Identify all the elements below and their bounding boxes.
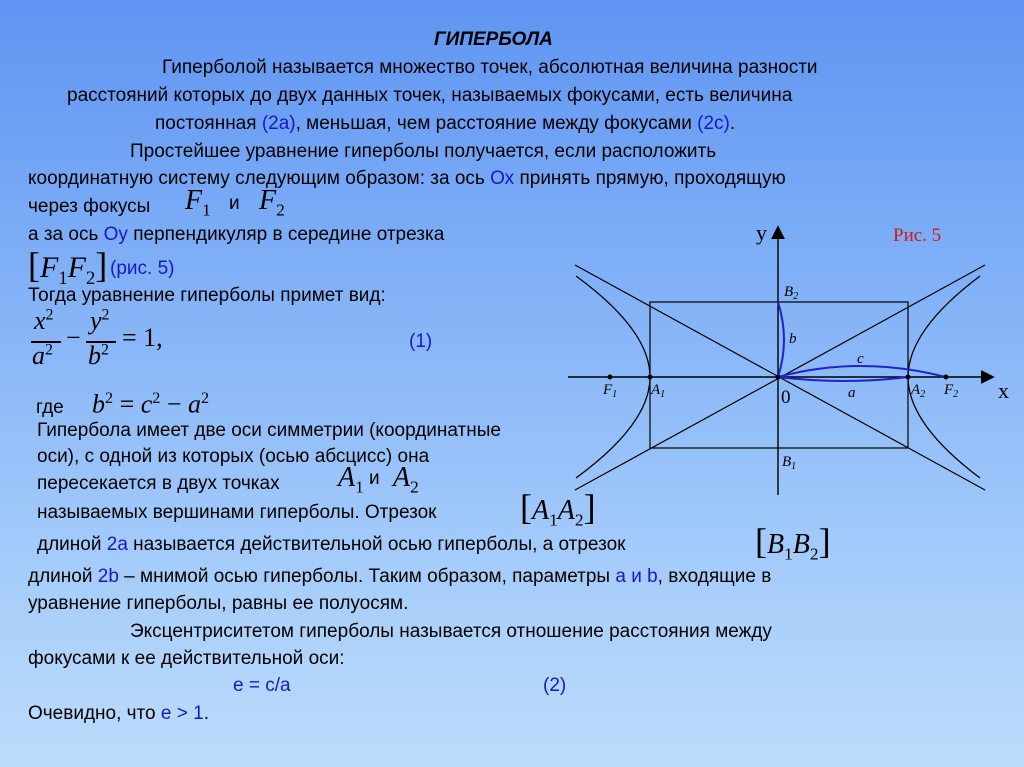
and-word-1: и (229, 193, 240, 214)
definition-line-1: Гиперболой называется множество точек, абсолютная величина разности (162, 57, 818, 78)
focus-f1-label: $F_1$ (603, 382, 618, 400)
eccentricity-conclusion: Очевидно, что e > 1. (28, 703, 209, 724)
symmetry-line-1: Гипербола имеет две оси симметрии (координатные (37, 420, 501, 441)
value-2a-real-axis: 2а (106, 534, 128, 555)
equation-intro-line-1: Простейшее уравнение гиперболы получается, если расположить (130, 141, 717, 162)
perpendicular-line: а за ось Оу перпендикуляр в середине отрезка (28, 224, 445, 245)
definition-line-3: постоянная (2а), меньшая, чем расстояние между фокусами (2с). (155, 113, 736, 134)
value-2b: 2b (97, 566, 119, 587)
vertices-line: называемых вершинами гиперболы. Отрезок (37, 502, 437, 523)
vertex-b2-label: $B_2$ (784, 284, 799, 302)
definition-line-2: расстояний которых до двух данных точек, называемых фокусами, есть величина (67, 85, 793, 106)
relation-b-c-a: $b^2 = c^2 - a^2$ (92, 389, 210, 419)
where-word: где (36, 397, 64, 418)
vertex-a1-label: $A_1$ (651, 382, 666, 400)
figure-caption: Рис. 5 (893, 225, 942, 246)
origin-point (776, 375, 781, 380)
label-c: c (857, 351, 864, 367)
eccentricity-line-1: Эксцентриситетом гиперболы называется отношение расстояния между (130, 621, 772, 642)
vertex-a2-point (906, 375, 911, 380)
axis-ox-label: Ох (490, 168, 515, 189)
vertex-a1-point (648, 375, 653, 380)
equation-intro: Тогда уравнение гиперболы примет вид: (28, 285, 386, 306)
real-axis-line: длиной 2а называется действительной осью гиперболы, а отрезок (37, 534, 626, 555)
imaginary-axis-line: длиной 2b – мнимой осью гиперболы. Таким образом, параметры а и b, входящие в (28, 566, 772, 587)
segment-a1a2-symbol: $[A_1A_2]$ (520, 487, 596, 530)
semi-axes-line: уравнение гиперболы, равны ее полуосям. (28, 593, 409, 614)
label-b: b (789, 331, 797, 347)
label-a: a (848, 385, 856, 401)
focus-f2-point (944, 375, 949, 380)
figure-reference: (рис. 5) (110, 258, 175, 279)
and-word-2: и (369, 468, 380, 489)
vertex-a2-symbol: $A_2$ (393, 462, 419, 497)
axis-oy-label: Оу (103, 224, 128, 245)
segment-b1b2-symbol: $[B_1B_2]$ (755, 521, 831, 564)
symmetry-line-3: пересекается в двух точках (37, 473, 280, 494)
segment-f1f2-symbol: $[F_1F_2]$ (28, 245, 108, 289)
equation-1-label: (1) (409, 331, 433, 352)
axis-y-label: y (756, 220, 767, 245)
semi-axis-b-arc (778, 302, 784, 377)
value-2c: (2с) (697, 113, 730, 134)
foci-line: через фокусы (28, 196, 151, 217)
eccentricity-inequality: e > 1 (160, 703, 204, 724)
axis-x-label: x (998, 378, 1009, 403)
equation-2-label: (2) (543, 675, 567, 696)
page-title: ГИПЕРБОЛА (434, 29, 553, 50)
vertex-a2-label: $A_2$ (911, 382, 926, 400)
equation-intro-line-2: координатную систему следующим образом: за ось Ох принять прямую, проходящую (28, 168, 786, 189)
vertex-a1-symbol: $A_1$ (338, 462, 364, 497)
symmetry-line-2: оси), с одной из которых (осью абсцисс) она (37, 446, 430, 467)
params-a-b: а и b (615, 566, 658, 587)
origin-label: 0 (781, 387, 791, 408)
value-2a: (2а) (261, 113, 296, 134)
distance-c-arc (778, 366, 946, 377)
focus-f2-symbol: $F_2$ (259, 185, 285, 220)
eccentricity-formula: e = c/a (233, 675, 291, 696)
focus-f1-point (608, 375, 613, 380)
focus-f1-symbol: $F_1$ (185, 185, 211, 220)
eccentricity-line-2: фокусами к ее действительной оси: (28, 648, 345, 669)
vertex-b1-label: $B_1$ (782, 454, 797, 472)
focus-f2-label: $F_2$ (944, 382, 959, 400)
